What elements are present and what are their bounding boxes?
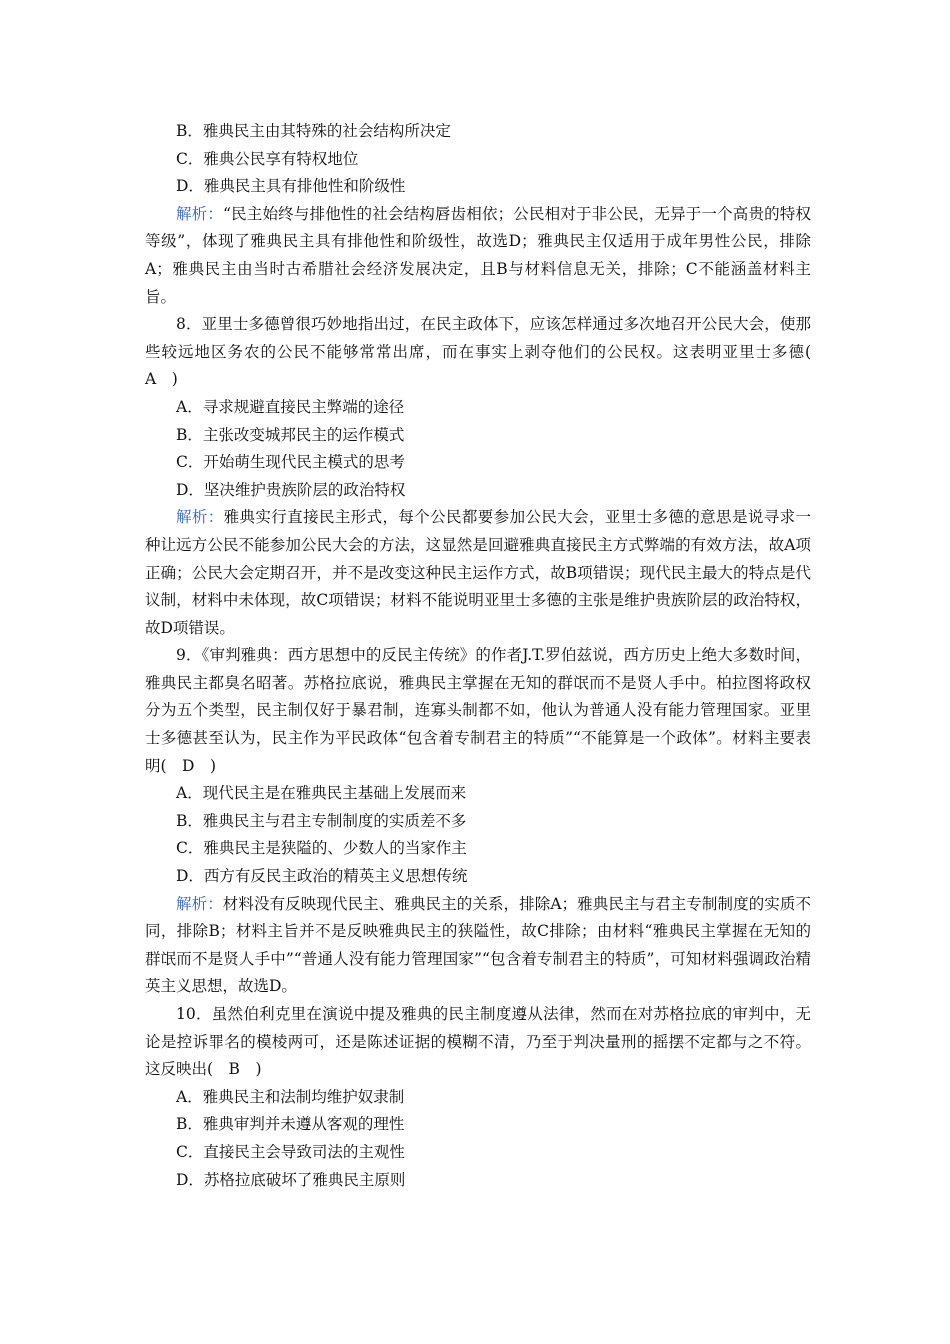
q9-option-a: A．现代民主是在雅典民主基础上发展而来 xyxy=(176,784,467,803)
q10-option-b: B．雅典审判并未遵从客观的理性 xyxy=(176,1115,405,1134)
q9-option-c: C．雅典民主是狭隘的、少数人的当家作主 xyxy=(176,839,467,858)
q9-explanation-label: 解析： xyxy=(176,894,223,913)
document-content xyxy=(145,118,827,1194)
q8-option-b: B．主张改变城邦民主的运作模式 xyxy=(176,425,405,444)
q8-option-a: A．寻求规避直接民主弊端的途径 xyxy=(176,397,405,416)
q7-option-d: D．雅典民主具有排他性和阶级性 xyxy=(176,177,406,196)
q7-explanation-label: 解析： xyxy=(176,204,224,223)
q9-explanation xyxy=(145,891,811,1001)
q9-explanation-text: 材料没有反映现代民主、雅典民主的关系，排除A；雅典民主与君主专制制度的实质不同，排除B；材料主旨并不是反映雅典民主的狭隘性，故C排除；由材料“雅典民主掌握在无知的群氓而不是贤人手中”“普通人没有能力管理国家”“包含着专制君主的特质”，可知材料强调政治精英主义思想，故选D。 xyxy=(145,894,811,996)
q9-stem: 9．《审判雅典：西方思想中的反民主传统》的作者J.T.罗伯兹说，西方历史上绝大多数时间，雅典民主都臭名昭著。苏格拉底说，雅典民主掌握在无知的群氓而不是贤人手中。柏拉图将政权分为五个类型，民主制仅好于暴君制，连寡头制都不如，他认为普通人没有能力管理国家。亚里士多德甚至认为，民主作为平民政体“包含着专制君主的特质”“不能算是一个政体”。材料主要表明( D ) xyxy=(145,646,811,775)
q10-option-d: D．苏格拉底破坏了雅典民主原则 xyxy=(176,1170,406,1189)
q9-option-d: D．西方有反民主政治的精英主义思想传统 xyxy=(176,867,468,886)
q8-option-d: D．坚决维护贵族阶层的政治特权 xyxy=(176,480,406,499)
q8-explanation-text: 雅典实行直接民主形式，每个公民都要参加公民大会，亚里士多德的意思是说寻求一种让远方公民不能参加公民大会的方法，这显然是回避雅典直接民主方式弊端的有效方法，故A项正确；公民大会定期召开，并不是改变这种民主运作方式，故B项错误；现代民主最大的特点是代议制，材料中未体现，故C项错误；材料不能说明亚里士多德的主张是维护贵族阶层的政治特权，故D项错误。 xyxy=(145,508,811,637)
q8-explanation xyxy=(145,504,811,642)
q8-explanation-label: 解析： xyxy=(176,508,224,527)
q8-stem: 8．亚里士多德曾很巧妙地指出过，在民主政体下，应该怎样通过多次地召开公民大会，使那些较远地区务农的公民不能够常常出席，而在事实上剥夺他们的公民权。这表明亚里士多德( A ) xyxy=(145,315,827,389)
q7-explanation xyxy=(145,201,811,311)
q10-option-c: C．直接民主会导致司法的主观性 xyxy=(176,1142,405,1161)
q8-option-c: C．开始萌生现代民主模式的思考 xyxy=(176,453,405,472)
q10-stem: 10．虽然伯利克里在演说中提及雅典的民主制度遵从法律，然而在对苏格拉底的审判中，无论是控诉罪名的模棱两可，还是陈述证据的模糊不清，乃至于判决量刑的摇摆不定都与之不符。这反映出( B ) xyxy=(145,1005,811,1079)
q10-option-a: A．雅典民主和法制均维护奴隶制 xyxy=(176,1087,405,1106)
q9-option-b: B．雅典民主与君主专制制度的实质差不多 xyxy=(176,811,467,830)
q7-explanation-text: “民主始终与排他性的社会结构唇齿相依；公民相对于非公民，无异于一个高贵的特权等级”，体现了雅典民主具有排他性和阶级性，故选D；雅典民主仅适用于成年男性公民，排除A；雅典民主由当时古希腊社会经济发展决定，且B与材料信息无关，排除；C不能涵盖材料主旨。 xyxy=(145,204,811,306)
q7-option-b: B．雅典民主由其特殊的社会结构所决定 xyxy=(176,122,451,140)
q7-option-c: C．雅典公民享有特权地位 xyxy=(176,149,359,168)
